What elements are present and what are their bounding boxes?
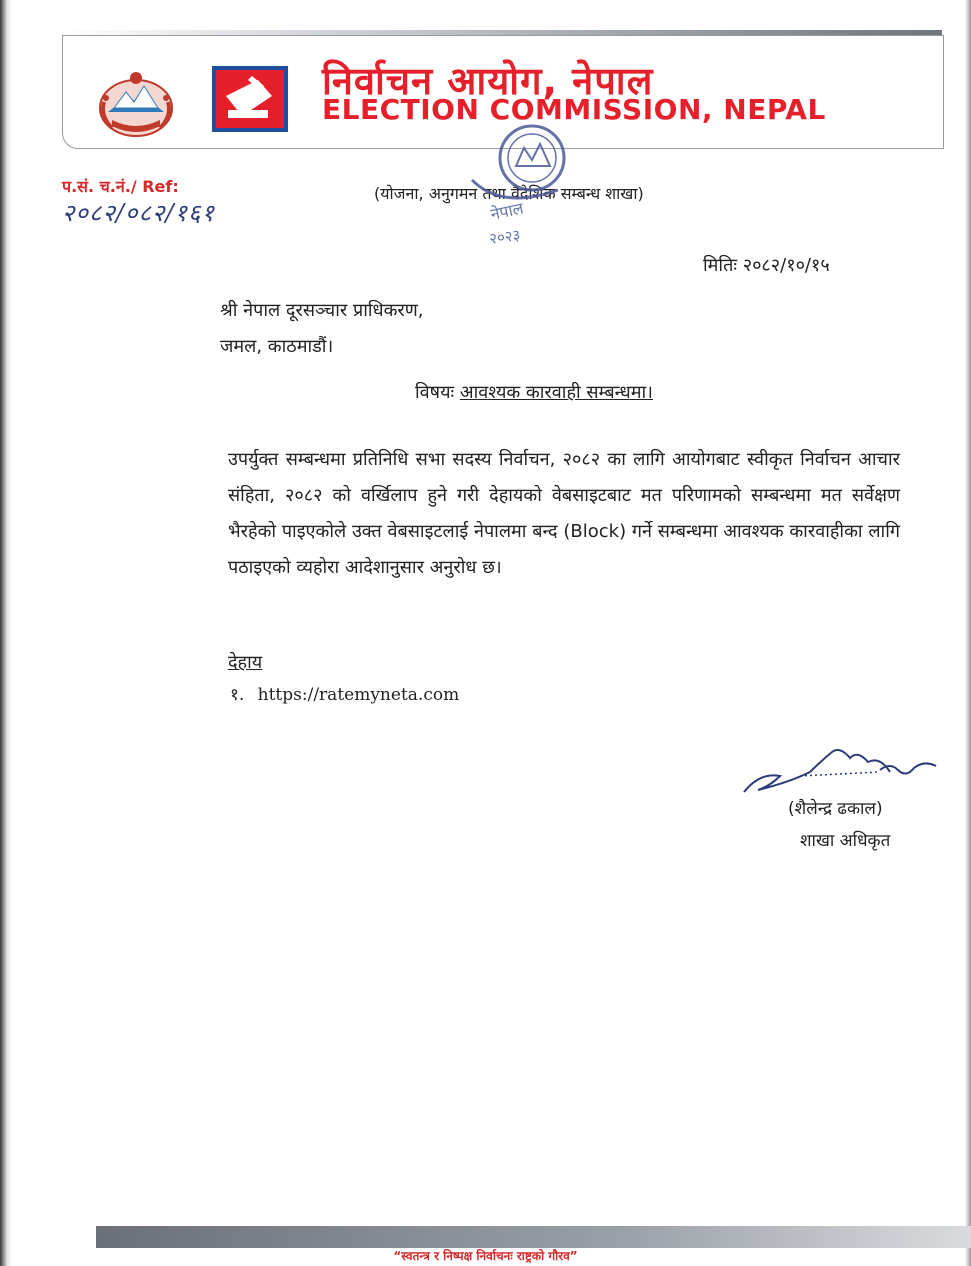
signer-name: (शैलेन्द्र ढकाल)	[788, 799, 883, 819]
letter-date: मितिः २०८२/१०/१५	[703, 255, 830, 276]
svg-text:२०२३: २०२३	[488, 225, 522, 248]
letterhead-title-nepali: निर्वाचन आयोग, नेपाल	[322, 59, 654, 103]
annex-heading: देहाय	[228, 652, 263, 673]
svg-text:नेपाल: नेपाल	[488, 198, 526, 224]
letterhead-title-english: ELECTION COMMISSION, NEPAL	[322, 93, 826, 126]
addressee-line-1: श्री नेपाल दूरसञ्चार प्राधिकरण,	[220, 300, 424, 321]
website-url: https://ratemyneta.com	[257, 685, 460, 705]
subject-label: विषयः	[415, 382, 455, 403]
scan-right-shadow	[965, 0, 971, 1266]
reference-number: २०८२/०८२/१६१	[62, 199, 215, 227]
subject-line	[415, 380, 653, 404]
signer-title: शाखा अधिकृत	[800, 831, 891, 851]
election-commission-logo-icon	[212, 66, 288, 132]
handwritten-signature-icon	[740, 742, 940, 804]
addressee-line-2: जमल, काठमाडौं।	[220, 336, 334, 357]
list-item	[230, 682, 459, 705]
nepal-emblem-icon	[94, 68, 178, 140]
branch-name: (योजना, अनुगमन तथा वैदेशिक सम्बन्ध शाखा)	[374, 184, 644, 203]
footer-strip	[96, 1226, 971, 1248]
letter-body: उपर्युक्त सम्बन्धमा प्रतिनिधि सभा सदस्य निर्वाचन, २०८२ का लागि आयोगबाट स्वीकृत निर्वाचन आचार संहिता, २०८२ को वर्खिलाप हुने गरी देहायको वेबसाइटबाट मत परिणामको सम्बन्धमा मत सर्वेक्षण भैरहेको पाइएकोले उक्त वेबसाइटलाई नेपालमा बन्द (Block) गर्ने सम्बन्धमा आवश्यक कारवाहीका लागि पठाइएको व्यहोरा आदेशानुसार अनुरोध छ।	[228, 449, 900, 578]
subject-text: आवश्यक कारवाही सम्बन्धमा।	[459, 382, 653, 403]
office-stamp-icon	[462, 120, 580, 256]
scan-left-shadow	[0, 0, 12, 1266]
reference-label: प.सं. च.नं./ Ref:	[62, 177, 179, 196]
list-item-number: १.	[230, 685, 245, 705]
footer-motto: “स्वतन्त्र र निष्पक्ष निर्वाचनः राष्ट्रको गौरव”	[393, 1249, 578, 1263]
